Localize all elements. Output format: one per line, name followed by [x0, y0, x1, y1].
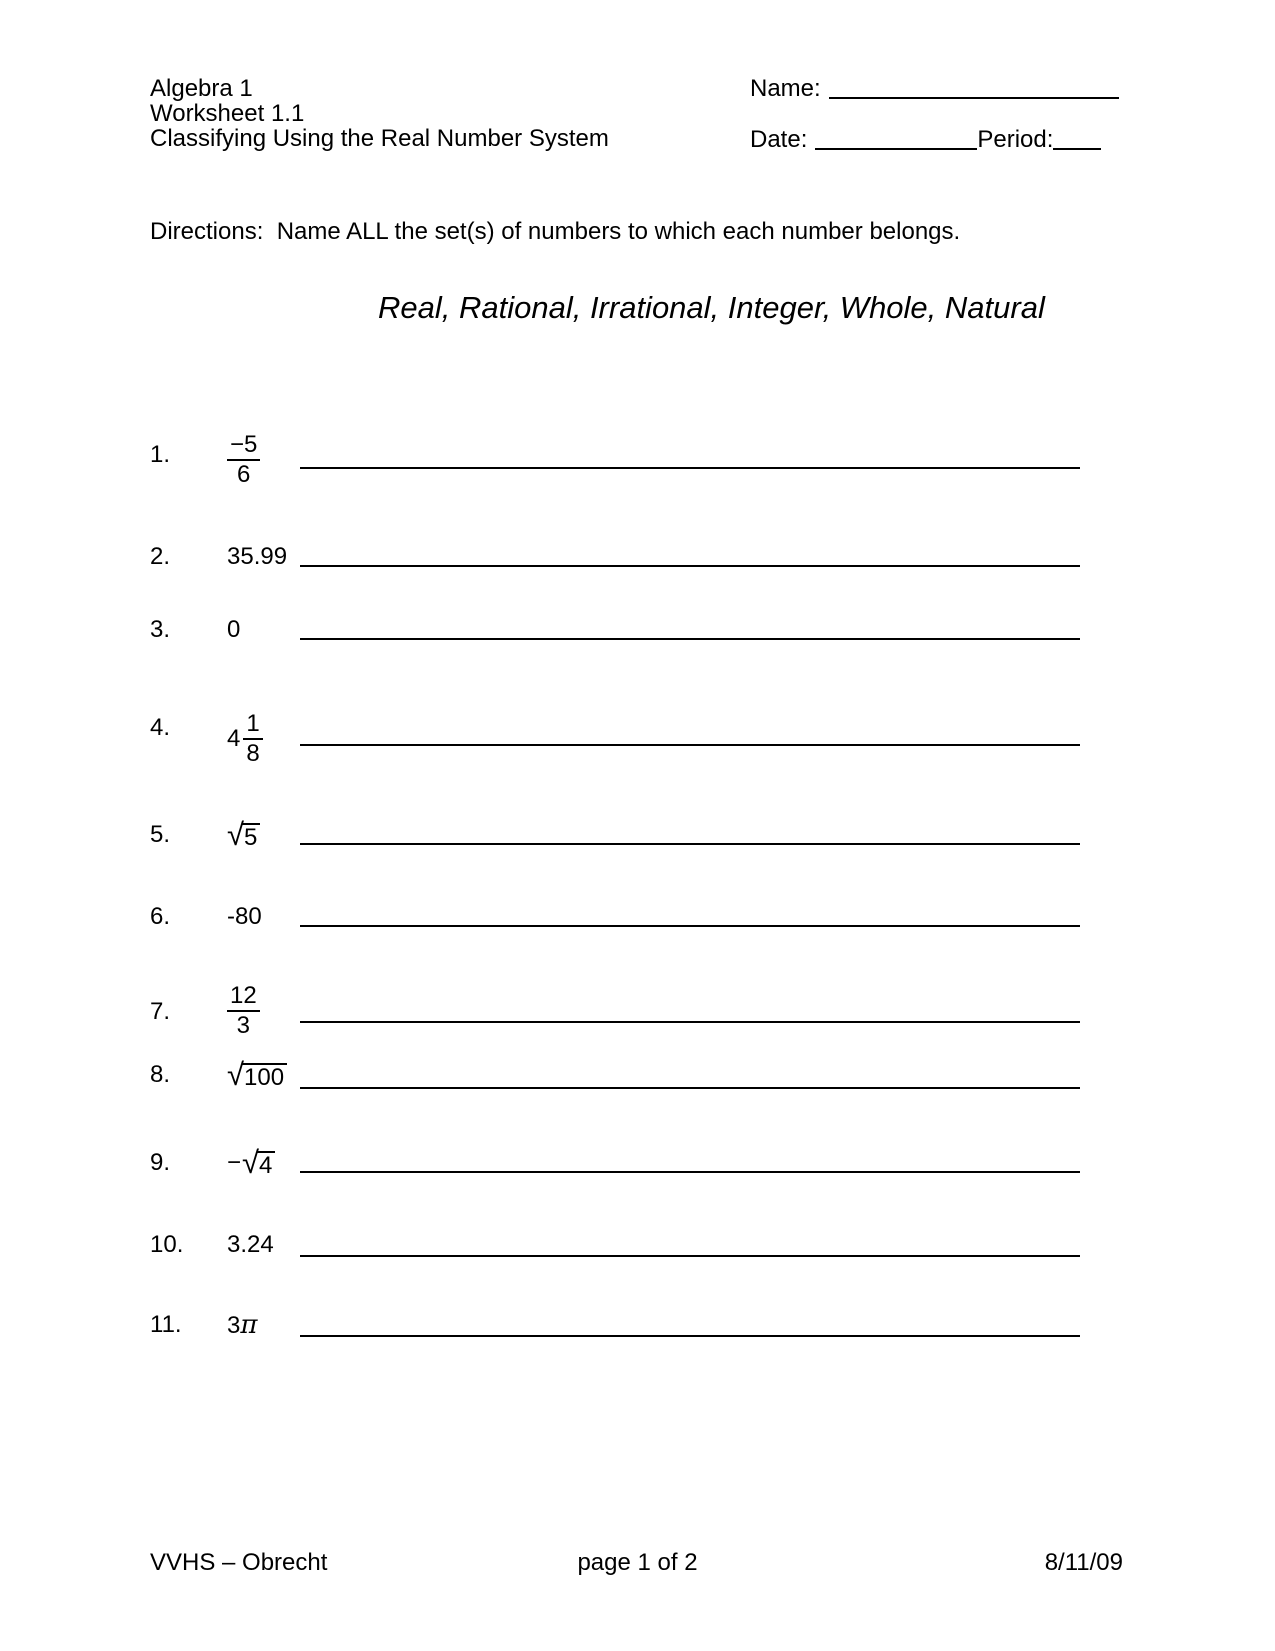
footer-school-teacher: VVHS – Obrecht [150, 1549, 328, 1576]
problem-value [227, 982, 260, 1040]
answer-blank [300, 843, 1080, 845]
problem-number: 11. [150, 1311, 182, 1338]
radical-icon: √ [227, 817, 245, 852]
fraction-denominator: 8 [246, 740, 260, 767]
problem-value: 35.99 [227, 543, 288, 570]
name-label: Name: [750, 75, 821, 102]
problem-value [227, 710, 263, 768]
problem-number: 10. [150, 1231, 184, 1258]
problem-number: 9. [150, 1149, 171, 1176]
fraction-numerator: 1 [243, 710, 262, 740]
answer-blank [300, 1335, 1080, 1337]
pi-icon: π [240, 1310, 258, 1340]
date-period-row [750, 127, 1101, 152]
answer-blank [300, 1021, 1080, 1023]
period-blank-line [1053, 148, 1101, 150]
square-root [227, 819, 260, 851]
answer-blank [300, 1255, 1080, 1257]
number-sets-heading: Real, Rational, Irrational, Integer, Whole, Natural [378, 290, 1045, 325]
worksheet-title: Classifying Using the Real Number System [150, 125, 609, 152]
course-title: Algebra 1 [150, 75, 253, 102]
problem-number: 2. [150, 543, 171, 570]
problem-value: 0 [227, 616, 241, 643]
answer-blank [300, 1171, 1080, 1173]
problem-number: 4. [150, 714, 171, 741]
problem-value [227, 1059, 287, 1093]
problem-value [227, 1147, 275, 1179]
problem-number: 3. [150, 616, 171, 643]
radicand: 4 [257, 1151, 275, 1179]
problem-value [227, 819, 260, 853]
name-blank-line [829, 97, 1119, 99]
pi-coefficient: 3 [227, 1312, 241, 1339]
minus-sign: − [227, 1149, 242, 1176]
fraction-numerator: 12 [227, 982, 260, 1012]
fraction [243, 710, 262, 768]
problem-value: -80 [227, 903, 262, 930]
square-root [227, 1147, 275, 1179]
mixed-number [227, 710, 263, 768]
fraction [227, 431, 260, 489]
date-label: Date: [750, 126, 808, 153]
period-label: Period: [977, 126, 1054, 153]
square-root [227, 1059, 287, 1091]
problem-value [227, 1310, 257, 1341]
date-blank-line [815, 148, 977, 150]
radical-icon: √ [242, 1145, 260, 1180]
worksheet-number: Worksheet 1.1 [150, 100, 305, 127]
footer-page-number: page 1 of 2 [577, 1549, 698, 1576]
answer-blank [300, 638, 1080, 640]
problem-value [227, 431, 260, 489]
directions-text: Directions: Name ALL the set(s) of numbers to which each number belongs. [150, 218, 961, 245]
answer-blank [300, 467, 1080, 469]
fraction-denominator: 3 [236, 1012, 251, 1039]
header-course-block [150, 76, 609, 151]
radical-icon: √ [227, 1057, 245, 1092]
answer-blank [300, 744, 1080, 746]
fraction-numerator: −5 [227, 431, 260, 461]
problem-number: 7. [150, 998, 171, 1025]
name-field-row [750, 76, 1119, 101]
answer-blank [300, 925, 1080, 927]
problem-number: 6. [150, 903, 171, 930]
answer-blank [300, 565, 1080, 567]
radicand: 5 [242, 823, 260, 851]
problem-number: 5. [150, 821, 171, 848]
fraction [227, 982, 260, 1040]
problem-number: 1. [150, 441, 171, 468]
answer-blank [300, 1087, 1080, 1089]
fraction-denominator: 6 [237, 461, 251, 488]
problem-value: 3.24 [227, 1231, 274, 1258]
footer-date: 8/11/09 [1044, 1549, 1123, 1576]
mixed-whole-part: 4 [227, 725, 241, 752]
radicand: 100 [242, 1063, 287, 1091]
problem-number: 8. [150, 1061, 171, 1088]
